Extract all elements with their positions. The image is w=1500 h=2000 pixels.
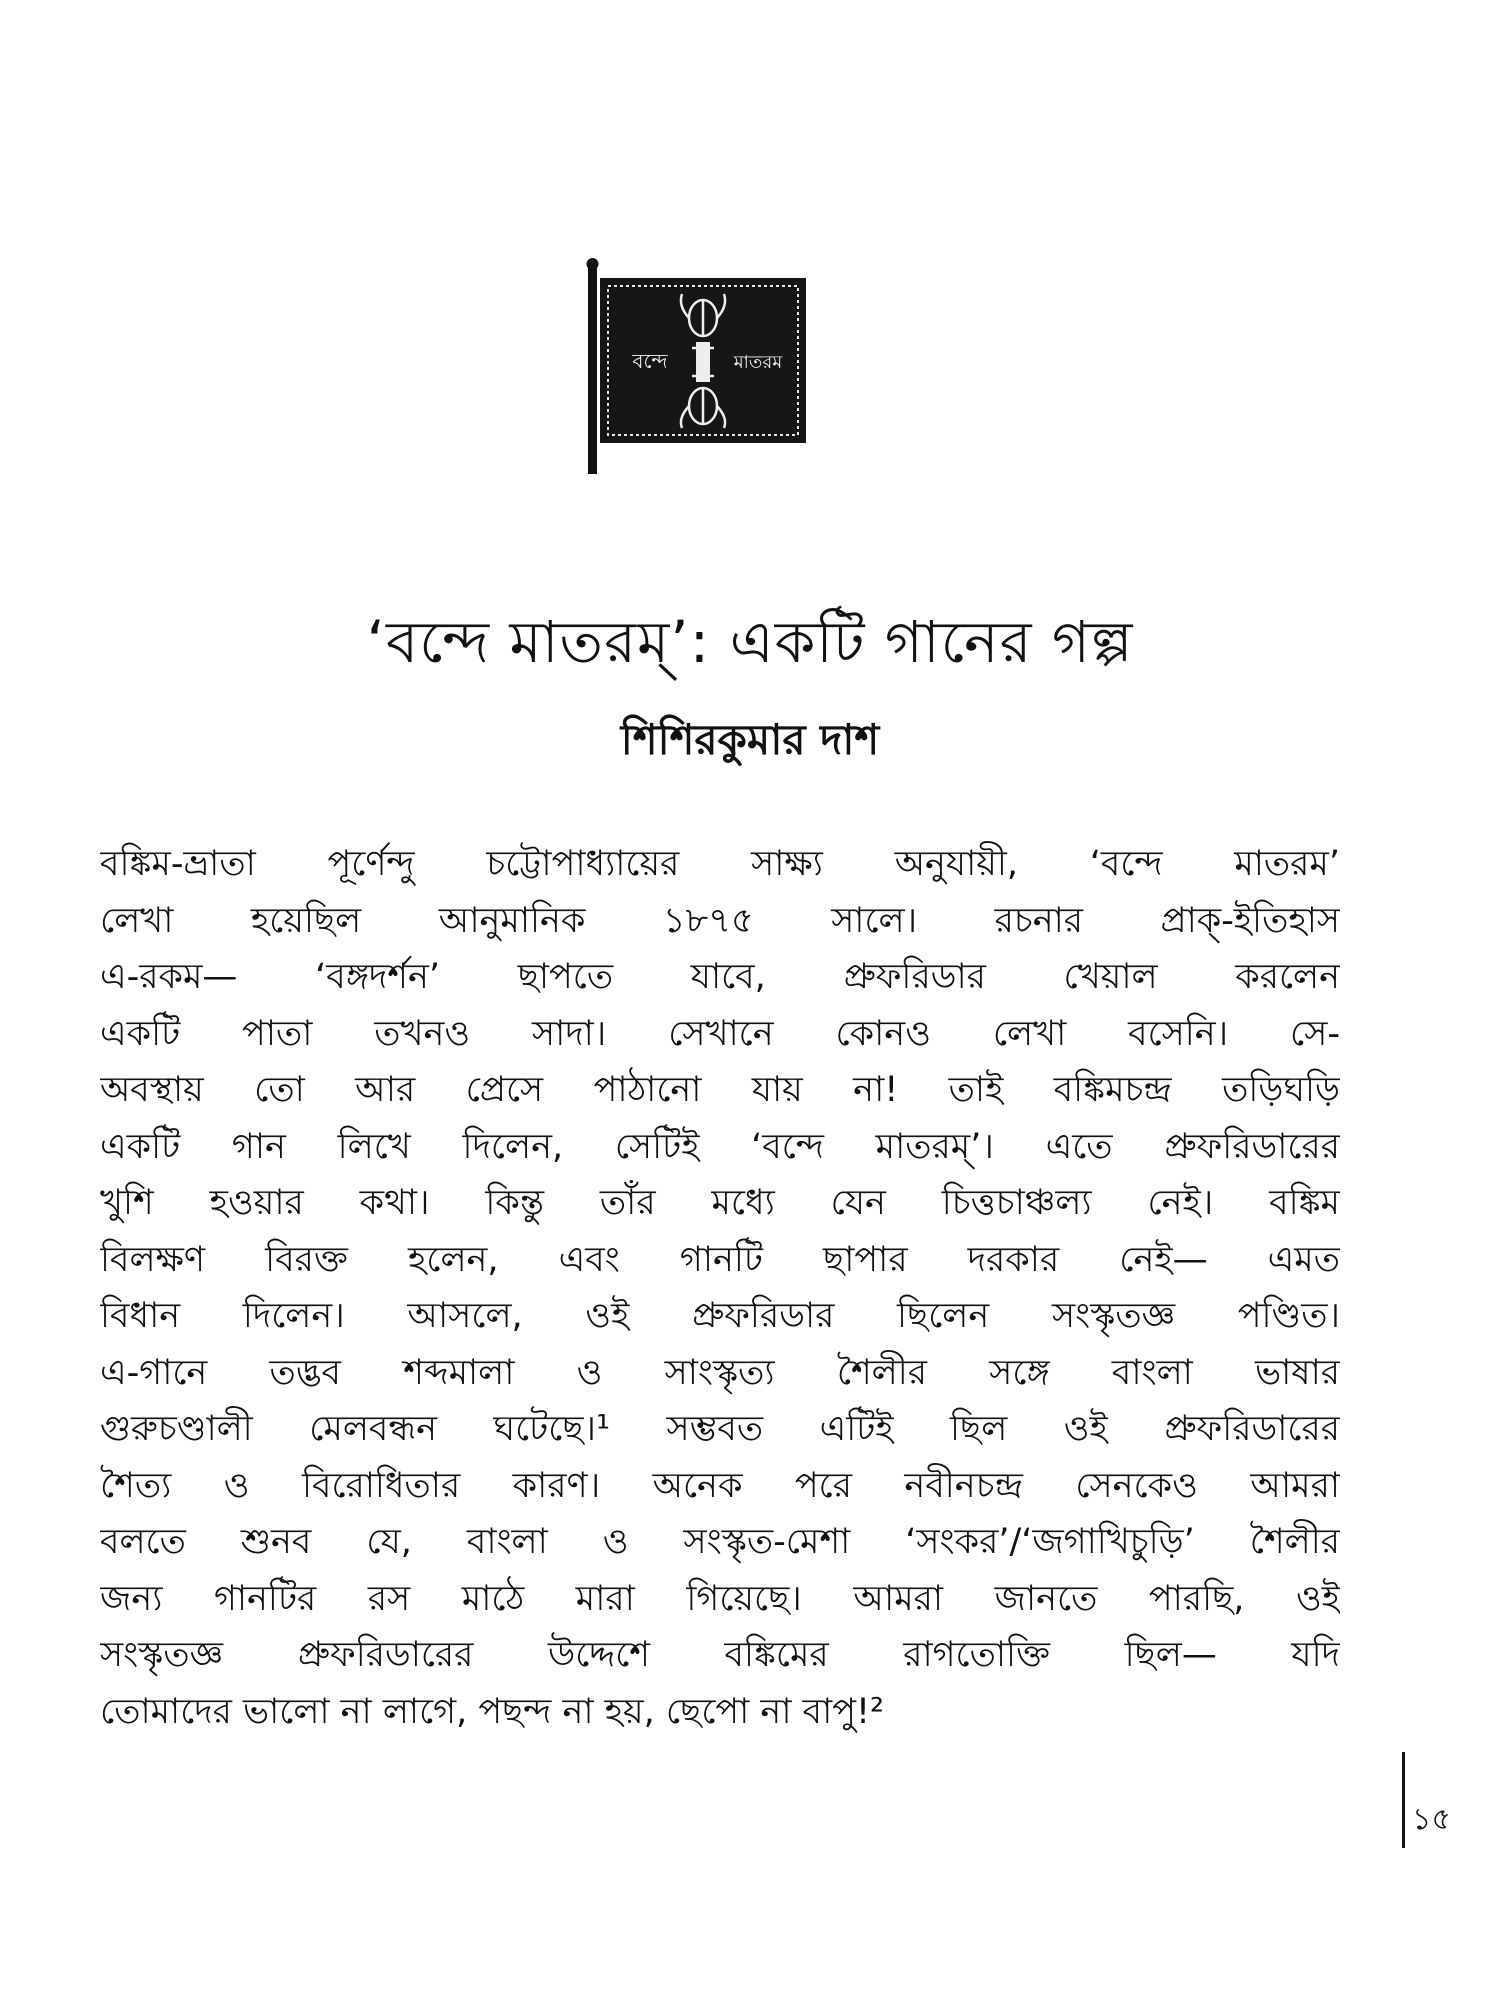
paragraph-line: সংস্কৃতজ্ঞ প্রুফরিডারের উদ্দেশে বঙ্কিমের রাগতোক্তি ছিল— যদি [100,1635,1340,1675]
vande-mataram-flag [578,256,818,478]
paragraph-line: তোমাদের ভালো না লাগে, পছন্দ না হয়, ছেপো না বাপু!² [100,1691,885,1732]
paragraph-line: বলতে শুনব যে, বাংলা ও সংস্কৃত-মেশা ‘সংকর’/‘জগাখিচুড়ি’ শৈলীর [100,1522,1340,1562]
flag-word-right: মাতরম [733,352,783,373]
chapter-title: ‘বন্দে মাতরম্’: একটি গানের গল্প [366,608,1134,676]
paragraph-line: বঙ্কিম-ভ্রাতা পূর্ণেন্দু চট্টোপাধ্যায়ের সাক্ষ্য অনুযায়ী, ‘বন্দে মাতরম’ [100,844,1340,884]
flag-pole [588,262,597,474]
paragraph-line: লেখা হয়েছিল আনুমানিক ১৮৭৫ সালে। রচনার প্রাক্-ইতিহাস [100,900,1340,941]
paragraph-line: একটি পাতা তখনও সাদা। সেখানে কোনও লেখা বসেনি। সে- [100,1013,1340,1054]
flag-word-left: বন্দে [632,349,668,373]
page-number: ১৫ [1412,1802,1451,1837]
paragraph-line: বিধান দিলেন। আসলে, ওই প্রুফরিডার ছিলেন সংস্কৃতজ্ঞ পণ্ডিত। [100,1296,1340,1336]
page-number-rule [1402,1752,1405,1848]
paragraph-line: জন্য গানটির রস মাঠে মারা গিয়েছে। আমরা জানতে পারছি, ওই [100,1578,1340,1619]
paragraph-line: এ-গানে তদ্ভব শব্দমালা ও সাংস্কৃত্য শৈলীর সঙ্গে বাংলা ভাষার [100,1352,1340,1393]
paragraph-line: খুশি হওয়ার কথা। কিন্তু তাঁর মধ্যে যেন চিত্তচাঞ্চল্য নেই। বঙ্কিম [100,1183,1340,1223]
flag-pole-finial [587,258,599,270]
body-paragraph [100,836,1340,1740]
paragraph-line: অবস্থায় তো আর প্রেসে পাঠানো যায় না! তাই বঙ্কিমচন্দ্র তড়িঘড়ি [100,1070,1340,1110]
paragraph-line: শৈত্য ও বিরোধিতার কারণ। অনেক পরে নবীনচন্দ্র সেনকেও আমরা [100,1465,1340,1506]
flag-illustration [578,256,818,478]
paragraph-line: এ-রকম— ‘বঙ্গদর্শন’ ছাপতে যাবে, প্রুফরিডার খেয়াল করলেন [100,957,1340,997]
author-name: শিশিরকুমার দাশ [620,715,880,764]
paragraph-line: বিলক্ষণ বিরক্ত হলেন, এবং গানটি ছাপার দরকার নেই— এমত [100,1239,1340,1280]
paragraph-line: গুরুচণ্ডালী মেলবন্ধন ঘটেছে।¹ সম্ভবত এটিই ছিল ওই প্রুফরিডারের [100,1409,1340,1449]
paragraph-line: একটি গান লিখে দিলেন, সেটিই ‘বন্দে মাতরম্’। এতে প্রুফরিডারের [100,1126,1340,1167]
